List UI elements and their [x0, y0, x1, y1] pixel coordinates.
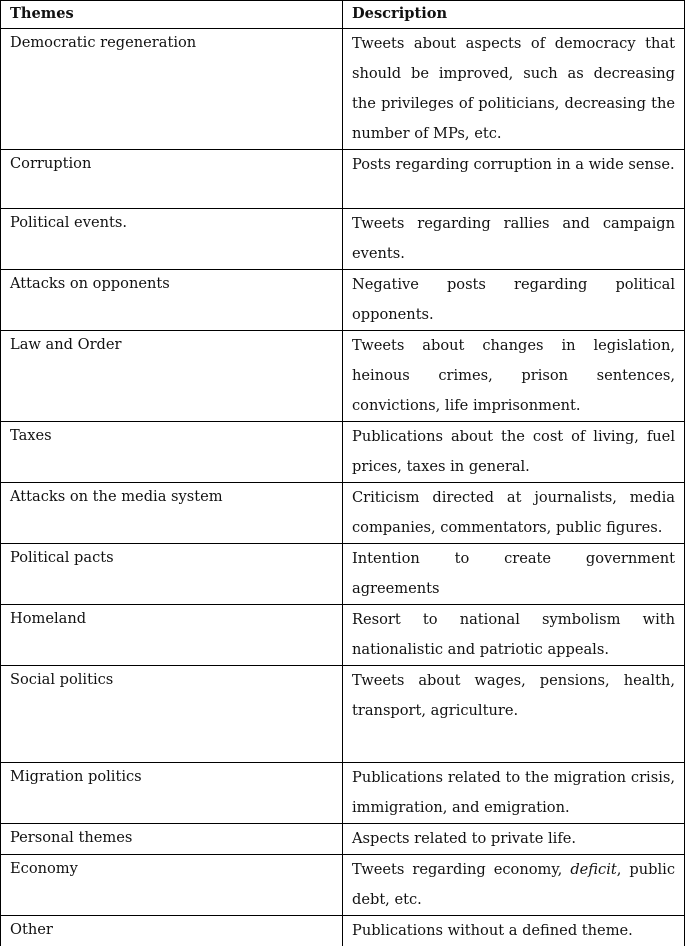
theme-cell: Political pacts	[1, 544, 343, 605]
description-cell: Tweets about aspects of democracy that should be improved, such as decreasing the privileges of politicians, decreasing the number of MPs, etc.	[343, 29, 685, 150]
description-cell: Publications related to the migration crisis, immigration, and emigration.	[343, 763, 685, 824]
table-row	[1, 209, 685, 270]
description-cell: Publications without a defined theme.	[343, 916, 685, 946]
header-row	[1, 1, 685, 29]
description-cell: Negative posts regarding political opponents.	[343, 270, 685, 331]
theme-cell: Economy	[1, 855, 343, 916]
theme-cell: Taxes	[1, 422, 343, 483]
description-cell: Tweets about wages, pensions, health, transport, agriculture.	[343, 666, 685, 763]
table-row	[1, 916, 685, 946]
description-cell: Resort to national symbolism with nationalistic and patriotic appeals.	[343, 605, 685, 666]
table-row	[1, 544, 685, 605]
description-text-before: Tweets regarding economy,	[352, 861, 570, 878]
theme-cell: Migration politics	[1, 763, 343, 824]
theme-cell: Corruption	[1, 150, 343, 209]
description-cell: Posts regarding corruption in a wide sense.	[343, 150, 685, 209]
table-row	[1, 422, 685, 483]
table-row	[1, 666, 685, 763]
table-row	[1, 855, 685, 916]
theme-cell: Homeland	[1, 605, 343, 666]
theme-cell: Other	[1, 916, 343, 946]
description-text-italic: deficit	[570, 861, 616, 878]
header-description: Description	[343, 1, 685, 29]
table-row	[1, 270, 685, 331]
description-cell: Tweets regarding rallies and campaign events.	[343, 209, 685, 270]
description-cell	[343, 855, 685, 916]
table-row	[1, 331, 685, 422]
theme-cell: Democratic regeneration	[1, 29, 343, 150]
description-cell: Criticism directed at journalists, media companies, commentators, public figures.	[343, 483, 685, 544]
description-text-after: , public debt, etc.	[352, 861, 675, 908]
table-row	[1, 150, 685, 209]
description-cell: Aspects related to private life.	[343, 824, 685, 855]
table-row	[1, 29, 685, 150]
theme-cell: Political events.	[1, 209, 343, 270]
table-row	[1, 824, 685, 855]
description-cell: Intention to create government agreements	[343, 544, 685, 605]
theme-cell: Attacks on opponents	[1, 270, 343, 331]
theme-cell: Attacks on the media system	[1, 483, 343, 544]
theme-cell: Social politics	[1, 666, 343, 763]
header-themes: Themes	[1, 1, 343, 29]
table-row	[1, 763, 685, 824]
description-cell: Tweets about changes in legislation, heinous crimes, prison sentences, convictions, life imprisonment.	[343, 331, 685, 422]
description-cell: Publications about the cost of living, fuel prices, taxes in general.	[343, 422, 685, 483]
table-row	[1, 483, 685, 544]
theme-cell: Law and Order	[1, 331, 343, 422]
theme-cell: Personal themes	[1, 824, 343, 855]
table-row	[1, 605, 685, 666]
